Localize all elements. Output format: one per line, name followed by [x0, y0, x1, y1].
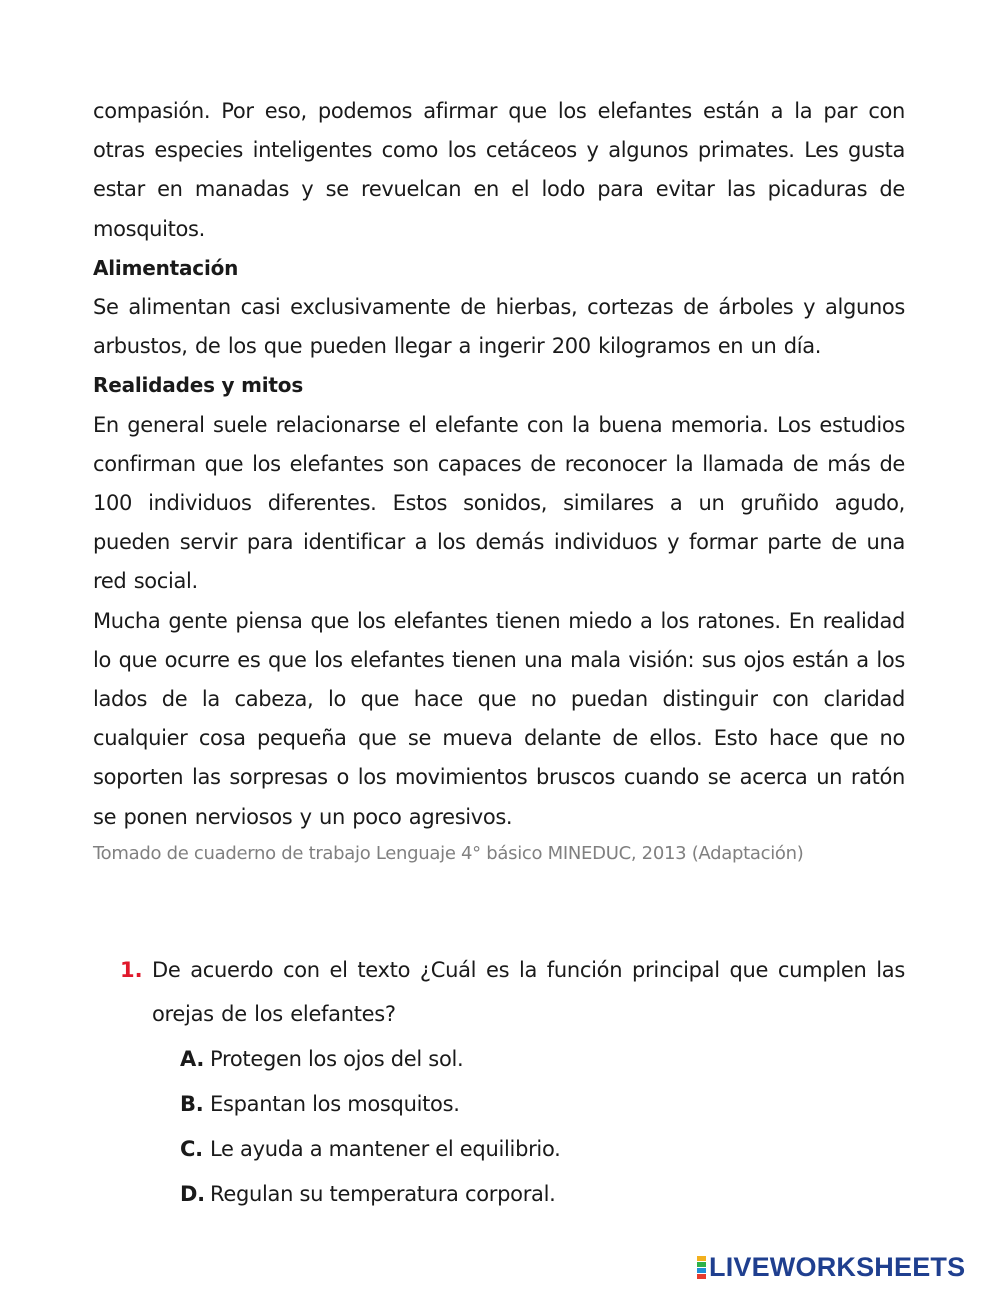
- option-text: Protegen los ojos del sol.: [210, 1047, 464, 1071]
- option-d[interactable]: [180, 1172, 905, 1217]
- question-text: De acuerdo con el texto ¿Cuál es la función principal que cumplen las orejas de los elefantes?: [152, 958, 905, 1026]
- paragraph-intro: compasión. Por eso, podemos afirmar que los elefantes están a la par con otras especies inteligentes como los cetáceos y algunos primates. Les gusta estar en manadas y se revuelcan en el lodo para evitar las picaduras de mosquitos.: [93, 99, 905, 241]
- liveworksheets-logo[interactable]: [697, 1252, 965, 1282]
- option-a[interactable]: [180, 1037, 905, 1082]
- option-text: Le ayuda a mantener el equilibrio.: [210, 1137, 561, 1161]
- paragraph-mitos-2: Mucha gente piensa que los elefantes tienen miedo a los ratones. En realidad lo que ocurre es que los elefantes tienen una mala visión: sus ojos están a los lados de la cabeza, lo que hace que no puedan distinguir con claridad cualquier cosa pequeña que se mueva delante de ellos. Esto hace que no soporten las sorpresas o los movimientos bruscos cuando se acerca un ratón se ponen nerviosos y un poco agresivos.: [93, 608, 905, 829]
- paragraph-alimentacion: Se alimentan casi exclusivamente de hierbas, cortezas de árboles y algunos arbustos, de los que pueden llegar a ingerir 200 kilogramos en un día.: [93, 295, 905, 359]
- reading-text: [93, 92, 905, 869]
- logo-text: LIVEWORKSHEETS: [709, 1252, 966, 1282]
- question-number: 1.: [120, 958, 143, 982]
- option-letter: A.: [180, 1047, 205, 1071]
- option-letter: B.: [180, 1092, 204, 1116]
- section-heading-alimentacion: Alimentación: [93, 255, 239, 280]
- option-text: Regulan su temperatura corporal.: [210, 1182, 556, 1206]
- logo-blocks-icon: [697, 1256, 706, 1279]
- option-letter: C.: [180, 1137, 203, 1161]
- paragraph-mitos-1: En general suele relacionarse el elefante con la buena memoria. Los estudios confirman que los elefantes son capaces de reconocer la llamada de más de 100 individuos diferentes. Estos sonidos, similares a un gruñido agudo, pueden servir para identificar a los demás individuos y formar parte de una red social.: [93, 412, 905, 594]
- option-c[interactable]: [180, 1127, 905, 1172]
- source-citation: Tomado de cuaderno de trabajo Lenguaje 4° básico MINEDUC, 2013 (Adaptación): [93, 842, 804, 864]
- option-text: Espantan los mosquitos.: [210, 1092, 460, 1116]
- option-b[interactable]: [180, 1082, 905, 1127]
- section-heading-mitos: Realidades y mitos: [93, 373, 304, 398]
- answer-options: [180, 1037, 905, 1217]
- question-1: [120, 948, 905, 1217]
- option-letter: D.: [180, 1182, 205, 1206]
